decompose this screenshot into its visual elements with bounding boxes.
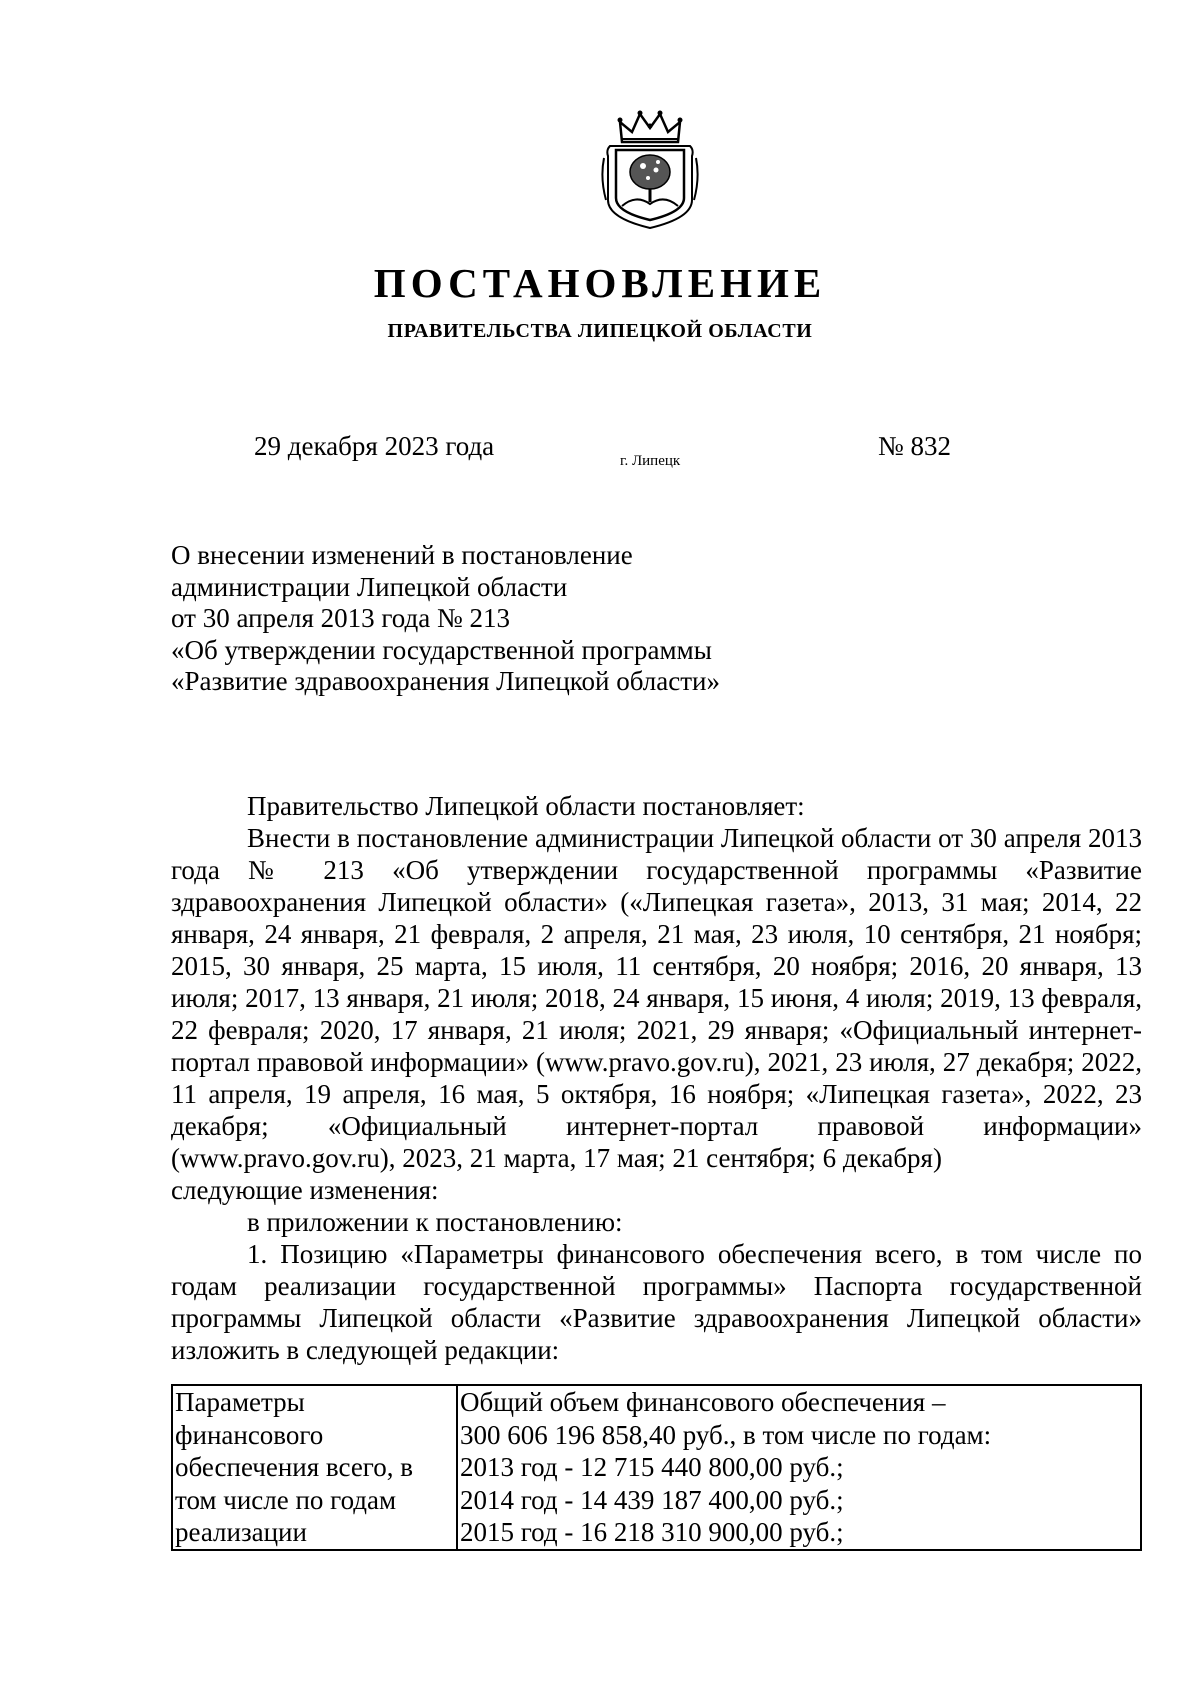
heading-line: «Об утверждении государственной программы <box>171 634 712 665</box>
appendix-line: в приложении к постановлению: <box>247 1207 623 1237</box>
cell-line: реализации <box>175 1517 307 1547</box>
document-title: ПОСТАНОВЛЕНИЕ <box>373 260 827 306</box>
cell-line: 2013 год - 12 715 440 800,00 руб.; <box>460 1452 844 1482</box>
preamble: Правительство Липецкой области постановляет: <box>247 791 805 821</box>
cell-line: 2014 год - 14 439 187 400,00 руб.; <box>460 1484 844 1515</box>
cell-line: обеспечения всего, в <box>175 1452 413 1482</box>
parameter-name-cell <box>172 1385 457 1550</box>
cell-line: Общий объем финансового обеспечения – <box>460 1387 946 1417</box>
cell-line: 2015 год - 16 218 310 900,00 руб.; <box>460 1517 844 1547</box>
main-paragraph: Внести в постановление администрации Липецкой области от 30 апреля 2013 года № 213 «Об утверждении государственной программы «Развитие здравоохранения Липецкой области» («Липецкая газета», 2013, 31 мая; 2014, 22 января, 24 января, 21 февраля, 2 апреля, 21 мая, 23 июля, 10 сентября, 21 ноября; 2015, 30 января, 25 марта, 15 июля, 11 сентября, 20 ноября; 2016, 20 января, 13 июля; 2017, 13 января, 21 июля; 2018, 24 января, 15 июня, 4 июля; 2019, 13 февраля, 22 февраля; 2020, 17 января, 21 июля; 2021, 29 января; «Официальный интернет-портал правовой информации» (www.pravo.gov.ru), 2021, 23 июля, 27 декабря; 2022, 11 апреля, 19 апреля, 16 мая, 5 октября, 16 ноября; «Липецкая газета», 2022, 23 декабря; «Официальный интернет-портал правовой информации» (www.pravo.gov.ru), 2023, 21 марта, 17 мая; 21 сентября; 6 декабря) <box>171 823 1142 1173</box>
main-paragraph-tail: следующие изменения: <box>171 1175 439 1205</box>
lipetsk-coat-of-arms-emblem <box>598 108 702 233</box>
heading-line: администрации Липецкой области <box>171 571 568 602</box>
financing-parameters-table <box>171 1384 1142 1551</box>
document-date: 29 декабря 2023 года <box>254 431 495 461</box>
document-body <box>171 790 1142 1366</box>
document-number: № 832 <box>878 431 952 461</box>
heading-line: от 30 апреля 2013 года № 213 <box>171 603 511 633</box>
issuing-authority: ПРАВИТЕЛЬСТВА ЛИПЕЦКОЙ ОБЛАСТИ <box>387 320 813 342</box>
cell-line: финансового <box>175 1419 324 1450</box>
item-1-paragraph: 1. Позицию «Параметры финансового обеспечения всего, в том числе по годам реализации государственной программы» Паспорта государственной программы Липецкой области «Развитие здравоохранения Липецкой области» изложить в следующей редакции: <box>171 1239 1142 1365</box>
document-city: г. Липецк <box>620 453 681 469</box>
parameter-value-cell <box>457 1385 1141 1550</box>
document-heading <box>171 540 871 698</box>
heading-line: «Развитие здравоохранения Липецкой области» <box>171 666 720 696</box>
table-row <box>172 1385 1141 1550</box>
cell-line: том числе по годам <box>175 1484 397 1515</box>
cell-line: 300 606 196 858,40 руб., в том числе по годам: <box>460 1419 992 1450</box>
cell-line: Параметры <box>175 1387 305 1417</box>
heading-line: О внесении изменений в постановление <box>171 540 633 570</box>
